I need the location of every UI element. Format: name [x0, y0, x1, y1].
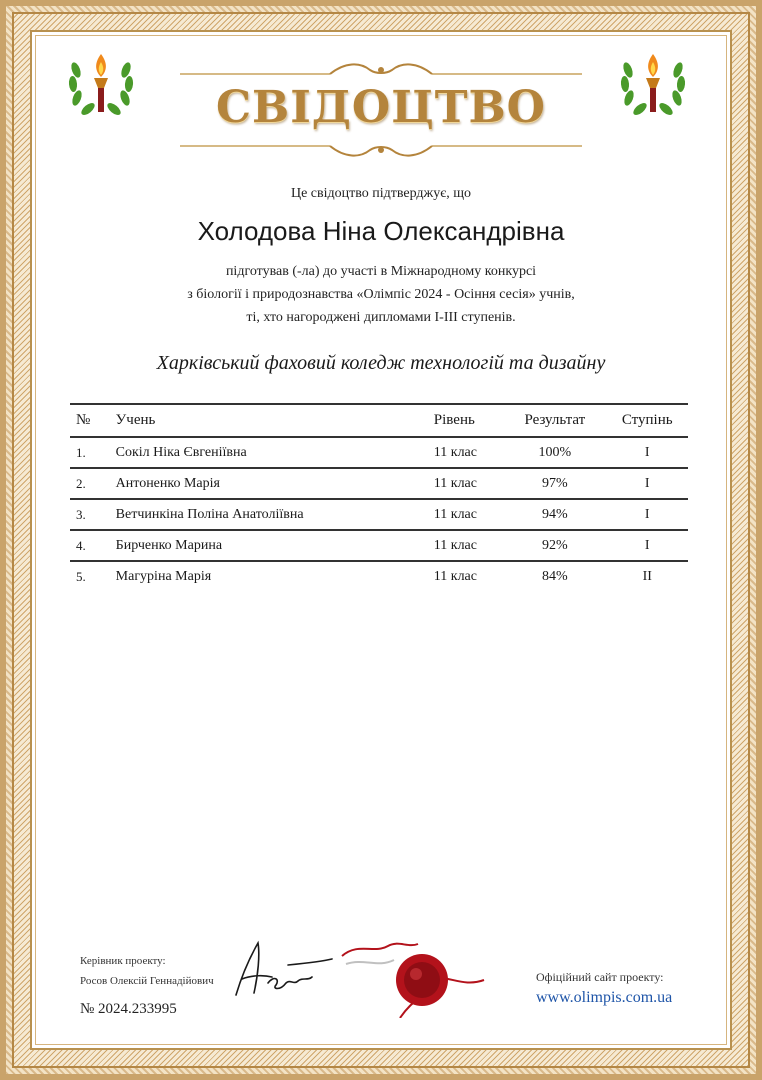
student-degree: I — [606, 530, 688, 561]
column-header-student: Учень — [110, 404, 428, 437]
site-label: Офіційний сайт проекту: — [536, 970, 664, 984]
wax-seal-icon — [338, 934, 488, 1018]
student-name: Сокіл Ніка Євгеніївна — [110, 437, 428, 468]
student-result: 84% — [542, 568, 568, 584]
table-row — [70, 561, 688, 591]
student-result: 94% — [503, 499, 606, 530]
bottom-flourish — [180, 138, 582, 158]
description — [0, 260, 762, 329]
student-name: Ветчинкіна Поліна Анатоліївна — [110, 499, 428, 530]
description-line: підготував (-ла) до участі в Міжнародному конкурсі — [225, 264, 537, 279]
table-row — [70, 437, 688, 468]
certificate-number: № 2024.233995 — [80, 1001, 177, 1017]
head-label: Керівник проекту: — [80, 955, 166, 967]
description-line: ті, хто нагороджені дипломами I-III ступенів. — [246, 310, 516, 325]
student-level: 11 клас — [428, 468, 503, 499]
table-row — [70, 530, 688, 561]
row-number: 5. — [76, 568, 86, 584]
student-result: 92% — [503, 530, 606, 561]
signature-icon — [228, 935, 338, 1005]
page-title: СВІДОЦТВО — [215, 82, 547, 133]
column-header-level: Рівень — [428, 404, 503, 437]
head-name: Росов Олексій Геннадійович — [80, 975, 214, 987]
table-row — [70, 499, 688, 530]
top-flourish — [180, 62, 582, 82]
table-row — [70, 468, 688, 499]
site-link[interactable]: www.olimpis.com.ua — [536, 989, 673, 1006]
recipient-name: Холодова Ніна Олександрівна — [197, 216, 565, 246]
row-number: 2. — [70, 468, 110, 499]
student-level: 11 клас — [428, 530, 503, 561]
laurel-torch-icon — [616, 48, 690, 122]
student-degree: I — [606, 437, 688, 468]
student-result: 97% — [503, 468, 606, 499]
student-degree: I — [606, 499, 688, 530]
student-name: Бирченко Марина — [110, 530, 428, 561]
row-number: 3. — [70, 499, 110, 530]
column-header-result: Результат — [503, 404, 606, 437]
row-number: 1. — [70, 437, 110, 468]
description-line: з біології і природознавства «Олімпіс 2024 - Осіння сесія» учнів, — [187, 287, 575, 302]
column-header-number: № — [70, 404, 110, 437]
row-number: 4. — [70, 530, 110, 561]
student-result: 100% — [503, 437, 606, 468]
results-table — [70, 403, 688, 591]
student-degree: II — [642, 568, 652, 584]
project-head-block — [80, 955, 214, 1018]
student-degree: I — [606, 468, 688, 499]
student-name: Антоненко Марія — [110, 468, 428, 499]
student-level: 11 клас — [428, 437, 503, 468]
student-level: 11 клас — [433, 568, 477, 584]
official-site-block — [536, 970, 672, 1007]
student-name: Магуріна Марія — [115, 568, 212, 584]
column-header-degree: Ступінь — [606, 404, 688, 437]
confirmation-text: Це свідоцтво підтверджує, що — [290, 186, 472, 201]
student-level: 11 клас — [428, 499, 503, 530]
laurel-torch-icon — [64, 48, 138, 122]
table-header-row — [70, 404, 688, 437]
title-block — [180, 60, 582, 160]
institution-name: Харківський фаховий коледж технологій та дизайну — [156, 352, 606, 374]
